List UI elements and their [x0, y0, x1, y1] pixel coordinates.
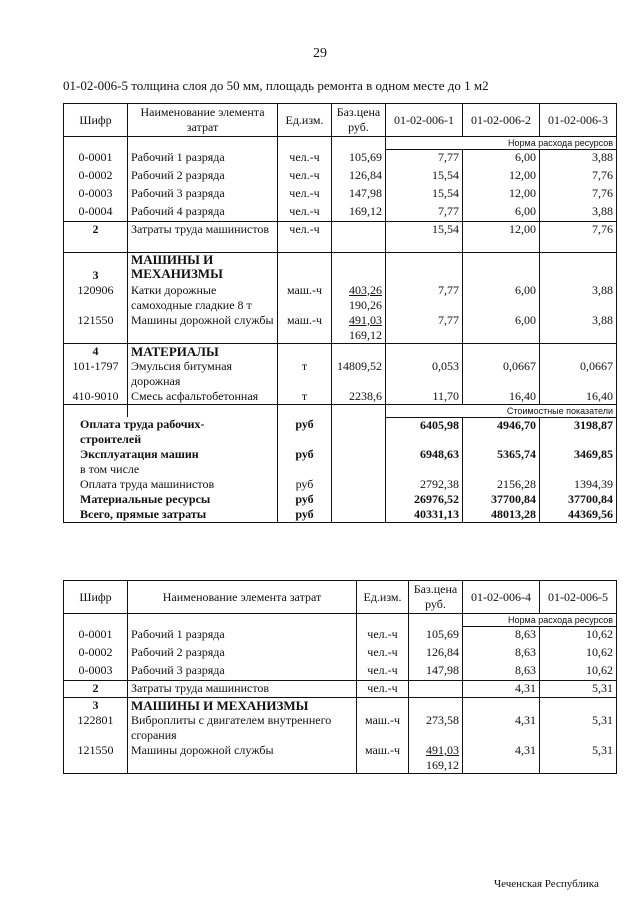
cost-unit: руб [278, 492, 332, 507]
cost-label: Стоимостные показатели [386, 404, 617, 417]
row-unit: чел.-ч [357, 627, 409, 645]
machines-section-code: 3 [64, 698, 128, 714]
table-row [64, 283, 617, 313]
row-value-3: 3,88 [540, 283, 617, 313]
materials-section-title: МАТЕРИАЛЫ [128, 343, 278, 359]
table-row [64, 359, 617, 389]
row-value-2: 10,62 [540, 663, 617, 681]
row-code: 0-0001 [64, 150, 128, 168]
row-value-1: 15,54 [386, 168, 463, 186]
cost-value-1: 26976,52 [386, 492, 463, 507]
price-cell [409, 627, 463, 645]
machines-section-code: 3 [64, 253, 128, 283]
row-value-1: 0,053 [386, 359, 463, 389]
row-unit: чел.-ч [278, 204, 332, 222]
base-price: 126,84 [426, 644, 459, 659]
base-price-secondary: 169,12 [349, 327, 382, 342]
row-code: 0-0003 [64, 186, 128, 204]
table-row [64, 663, 617, 681]
cost-value-2: 37700,84 [463, 492, 540, 507]
row-name: Рабочий 3 разряда [128, 663, 357, 681]
table-row [64, 627, 617, 645]
base-price: 169,12 [349, 203, 382, 218]
row-value-2: 5,31 [540, 713, 617, 743]
header-col-1: 01-02-006-1 [386, 104, 463, 137]
norm-label: Норма расхода ресурсов [463, 614, 617, 627]
row-value-1: 8,63 [463, 663, 540, 681]
row-code: 0-0004 [64, 204, 128, 222]
base-price: 491,03 [349, 312, 382, 327]
price-cell [332, 313, 386, 344]
cost-name [64, 477, 278, 492]
row-unit: чел.-ч [357, 645, 409, 663]
price-cell [332, 389, 386, 405]
header-price: Баз.цена руб. [409, 581, 463, 614]
cost-row [64, 507, 617, 523]
row-name: Машины дорожной службы [128, 313, 278, 344]
row-value-1: 4,31 [463, 743, 540, 774]
row-value-2: 10,62 [540, 627, 617, 645]
header-price: Баз.цена руб. [332, 104, 386, 137]
operators-v2: 5,31 [540, 681, 617, 698]
row-value-1: 7,77 [386, 150, 463, 168]
row-value-2: 10,62 [540, 645, 617, 663]
cost-value-2: 5365,74 [463, 447, 540, 477]
resource-table-1 [63, 103, 617, 523]
base-price-secondary: 190,26 [349, 297, 382, 312]
price-cell [409, 663, 463, 681]
header-unit: Ед.изм. [278, 104, 332, 137]
footer-region: Чеченская Республика [494, 878, 599, 890]
cost-unit: руб [278, 477, 332, 492]
row-code: 0-0001 [64, 627, 128, 645]
operators-v1: 4,31 [463, 681, 540, 698]
row-code: 122801 [64, 713, 128, 743]
row-value-2: 12,00 [463, 186, 540, 204]
cost-unit: руб [278, 417, 332, 447]
operators-name: Затраты труда машинистов [128, 222, 278, 253]
row-value-2: 16,40 [463, 389, 540, 405]
cost-unit: руб [278, 507, 332, 523]
row-value-3: 7,76 [540, 168, 617, 186]
price-cell [332, 359, 386, 389]
row-name: Рабочий 2 разряда [128, 645, 357, 663]
row-name: Виброплиты с двигателем внутреннего сгорания [128, 713, 357, 743]
row-value-1: 7,77 [386, 204, 463, 222]
cost-value-3: 44369,56 [540, 507, 617, 523]
table-row [64, 645, 617, 663]
header-name: Наименование элемента затрат [128, 104, 278, 137]
table-row [64, 713, 617, 743]
header-code: Шифр [64, 581, 128, 614]
row-value-1: 8,63 [463, 645, 540, 663]
row-value-1: 8,63 [463, 627, 540, 645]
cost-name [64, 492, 278, 507]
row-value-2: 6,00 [463, 204, 540, 222]
row-value-1: 7,77 [386, 283, 463, 313]
cost-row [64, 477, 617, 492]
cost-value-3: 37700,84 [540, 492, 617, 507]
header-col-3: 01-02-006-3 [540, 104, 617, 137]
row-name: Смесь асфальтобетонная [128, 389, 278, 405]
table-heading: 01-02-006-5 толщина слоя до 50 мм, площадь ремонта в одном месте до 1 м2 [63, 78, 489, 93]
price-cell [332, 186, 386, 204]
row-value-1: 4,31 [463, 713, 540, 743]
row-unit: маш.-ч [278, 283, 332, 313]
row-code: 120906 [64, 283, 128, 313]
cost-row [64, 417, 617, 447]
row-value-2: 12,00 [463, 168, 540, 186]
operators-code: 2 [64, 681, 128, 698]
price-cell [409, 645, 463, 663]
cost-unit: руб [278, 447, 332, 477]
table-row [64, 313, 617, 344]
row-value-3: 3,88 [540, 313, 617, 344]
row-code: 410-9010 [64, 389, 128, 405]
cost-subtext: в том числе [80, 462, 140, 476]
cost-value-3: 3469,85 [540, 447, 617, 477]
header-col-5: 01-02-006-5 [540, 581, 617, 614]
table-row [64, 204, 617, 222]
cost-value-2: 4946,70 [463, 417, 540, 447]
row-code: 101-1797 [64, 359, 128, 389]
materials-section-code: 4 [64, 343, 128, 359]
machines-section-title: МАШИНЫ И МЕХАНИЗМЫ [128, 253, 278, 283]
table-row [64, 168, 617, 186]
header-col-2: 01-02-006-2 [463, 104, 540, 137]
row-unit: чел.-ч [357, 663, 409, 681]
base-price: 147,98 [426, 662, 459, 677]
row-value-2: 6,00 [463, 313, 540, 344]
cost-name-text: Эксплуатация машин [80, 447, 199, 461]
cost-row [64, 492, 617, 507]
row-name: Рабочий 3 разряда [128, 186, 278, 204]
row-unit: маш.-ч [357, 743, 409, 774]
row-value-2: 0,0667 [463, 359, 540, 389]
base-price: 14809,52 [337, 358, 382, 373]
base-price: 126,84 [349, 167, 382, 182]
cost-name-text: Оплата труда машинистов [80, 477, 215, 491]
price-cell [332, 204, 386, 222]
base-price: 491,03 [426, 743, 459, 757]
base-price: 105,69 [349, 149, 382, 164]
cost-row [64, 447, 617, 477]
operators-unit: чел.-ч [278, 222, 332, 253]
cost-price-empty [332, 477, 386, 492]
row-unit: чел.-ч [278, 168, 332, 186]
table-row [64, 150, 617, 168]
row-unit: чел.-ч [278, 150, 332, 168]
page-number: 29 [313, 46, 327, 61]
row-unit: т [278, 359, 332, 389]
cost-value-2: 2156,28 [463, 477, 540, 492]
row-value-3: 7,76 [540, 186, 617, 204]
table-row [64, 389, 617, 405]
cost-name [64, 507, 278, 523]
row-name: Машины дорожной службы [128, 743, 357, 774]
operators-name: Затраты труда машинистов [128, 681, 357, 698]
operators-code: 2 [64, 222, 128, 253]
row-unit: маш.-ч [278, 313, 332, 344]
price-cell [332, 283, 386, 313]
base-price: 105,69 [426, 626, 459, 641]
row-code: 0-0003 [64, 663, 128, 681]
cost-price-empty [332, 507, 386, 523]
row-value-2: 6,00 [463, 283, 540, 313]
norm-label: Норма расхода ресурсов [386, 137, 617, 150]
cost-value-1: 40331,13 [386, 507, 463, 523]
price-cell [332, 168, 386, 186]
row-value-2: 6,00 [463, 150, 540, 168]
header-name: Наименование элемента затрат [128, 581, 357, 614]
price-cell [409, 713, 463, 743]
operators-v1: 15,54 [386, 222, 463, 253]
row-value-3: 16,40 [540, 389, 617, 405]
cost-name-text: Материальные ресурсы [80, 492, 211, 506]
cost-price-empty [332, 492, 386, 507]
base-price: 273,58 [426, 713, 459, 727]
row-value-1: 11,70 [386, 389, 463, 405]
header-code: Шифр [64, 104, 128, 137]
row-value-1: 7,77 [386, 313, 463, 344]
row-code: 121550 [64, 313, 128, 344]
row-unit: чел.-ч [278, 186, 332, 204]
row-name: Рабочий 1 разряда [128, 150, 278, 168]
row-name: Эмульсия битумная дорожная [128, 359, 278, 389]
cost-value-3: 3198,87 [540, 417, 617, 447]
table-row [64, 743, 617, 774]
price-cell [332, 150, 386, 168]
cost-name [64, 417, 278, 447]
operators-unit: чел.-ч [357, 681, 409, 698]
row-value-3: 3,88 [540, 150, 617, 168]
base-price-secondary: 169,12 [426, 758, 459, 772]
cost-price-empty [332, 417, 386, 447]
cost-value-1: 6405,98 [386, 417, 463, 447]
row-unit: маш.-ч [357, 713, 409, 743]
row-unit: т [278, 389, 332, 405]
header-unit: Ед.изм. [357, 581, 409, 614]
header-col-4: 01-02-006-4 [463, 581, 540, 614]
row-code: 0-0002 [64, 645, 128, 663]
machines-section-title: МАШИНЫ И МЕХАНИЗМЫ [128, 698, 357, 714]
operators-v3: 7,76 [540, 222, 617, 253]
row-value-2: 5,31 [540, 743, 617, 774]
base-price: 2238,6 [349, 388, 382, 403]
row-code: 0-0002 [64, 168, 128, 186]
row-name: Катки дорожные самоходные гладкие 8 т [128, 283, 278, 313]
resource-table-2 [63, 580, 617, 774]
row-name: Рабочий 4 разряда [128, 204, 278, 222]
cost-name [64, 447, 278, 477]
row-name: Рабочий 2 разряда [128, 168, 278, 186]
cost-value-1: 2792,38 [386, 477, 463, 492]
table-row [64, 186, 617, 204]
row-value-3: 0,0667 [540, 359, 617, 389]
cost-value-2: 48013,28 [463, 507, 540, 523]
row-code: 121550 [64, 743, 128, 774]
base-price: 147,98 [349, 185, 382, 200]
cost-value-1: 6948,63 [386, 447, 463, 477]
price-cell [409, 743, 463, 774]
base-price: 403,26 [349, 282, 382, 297]
cost-name-text: Всего, прямые затраты [80, 507, 207, 521]
cost-price-empty [332, 447, 386, 477]
row-value-3: 3,88 [540, 204, 617, 222]
operators-v2: 12,00 [463, 222, 540, 253]
row-name: Рабочий 1 разряда [128, 627, 357, 645]
cost-value-3: 1394,39 [540, 477, 617, 492]
cost-name-text: Оплата труда рабочих-строителей [80, 417, 205, 446]
row-value-1: 15,54 [386, 186, 463, 204]
